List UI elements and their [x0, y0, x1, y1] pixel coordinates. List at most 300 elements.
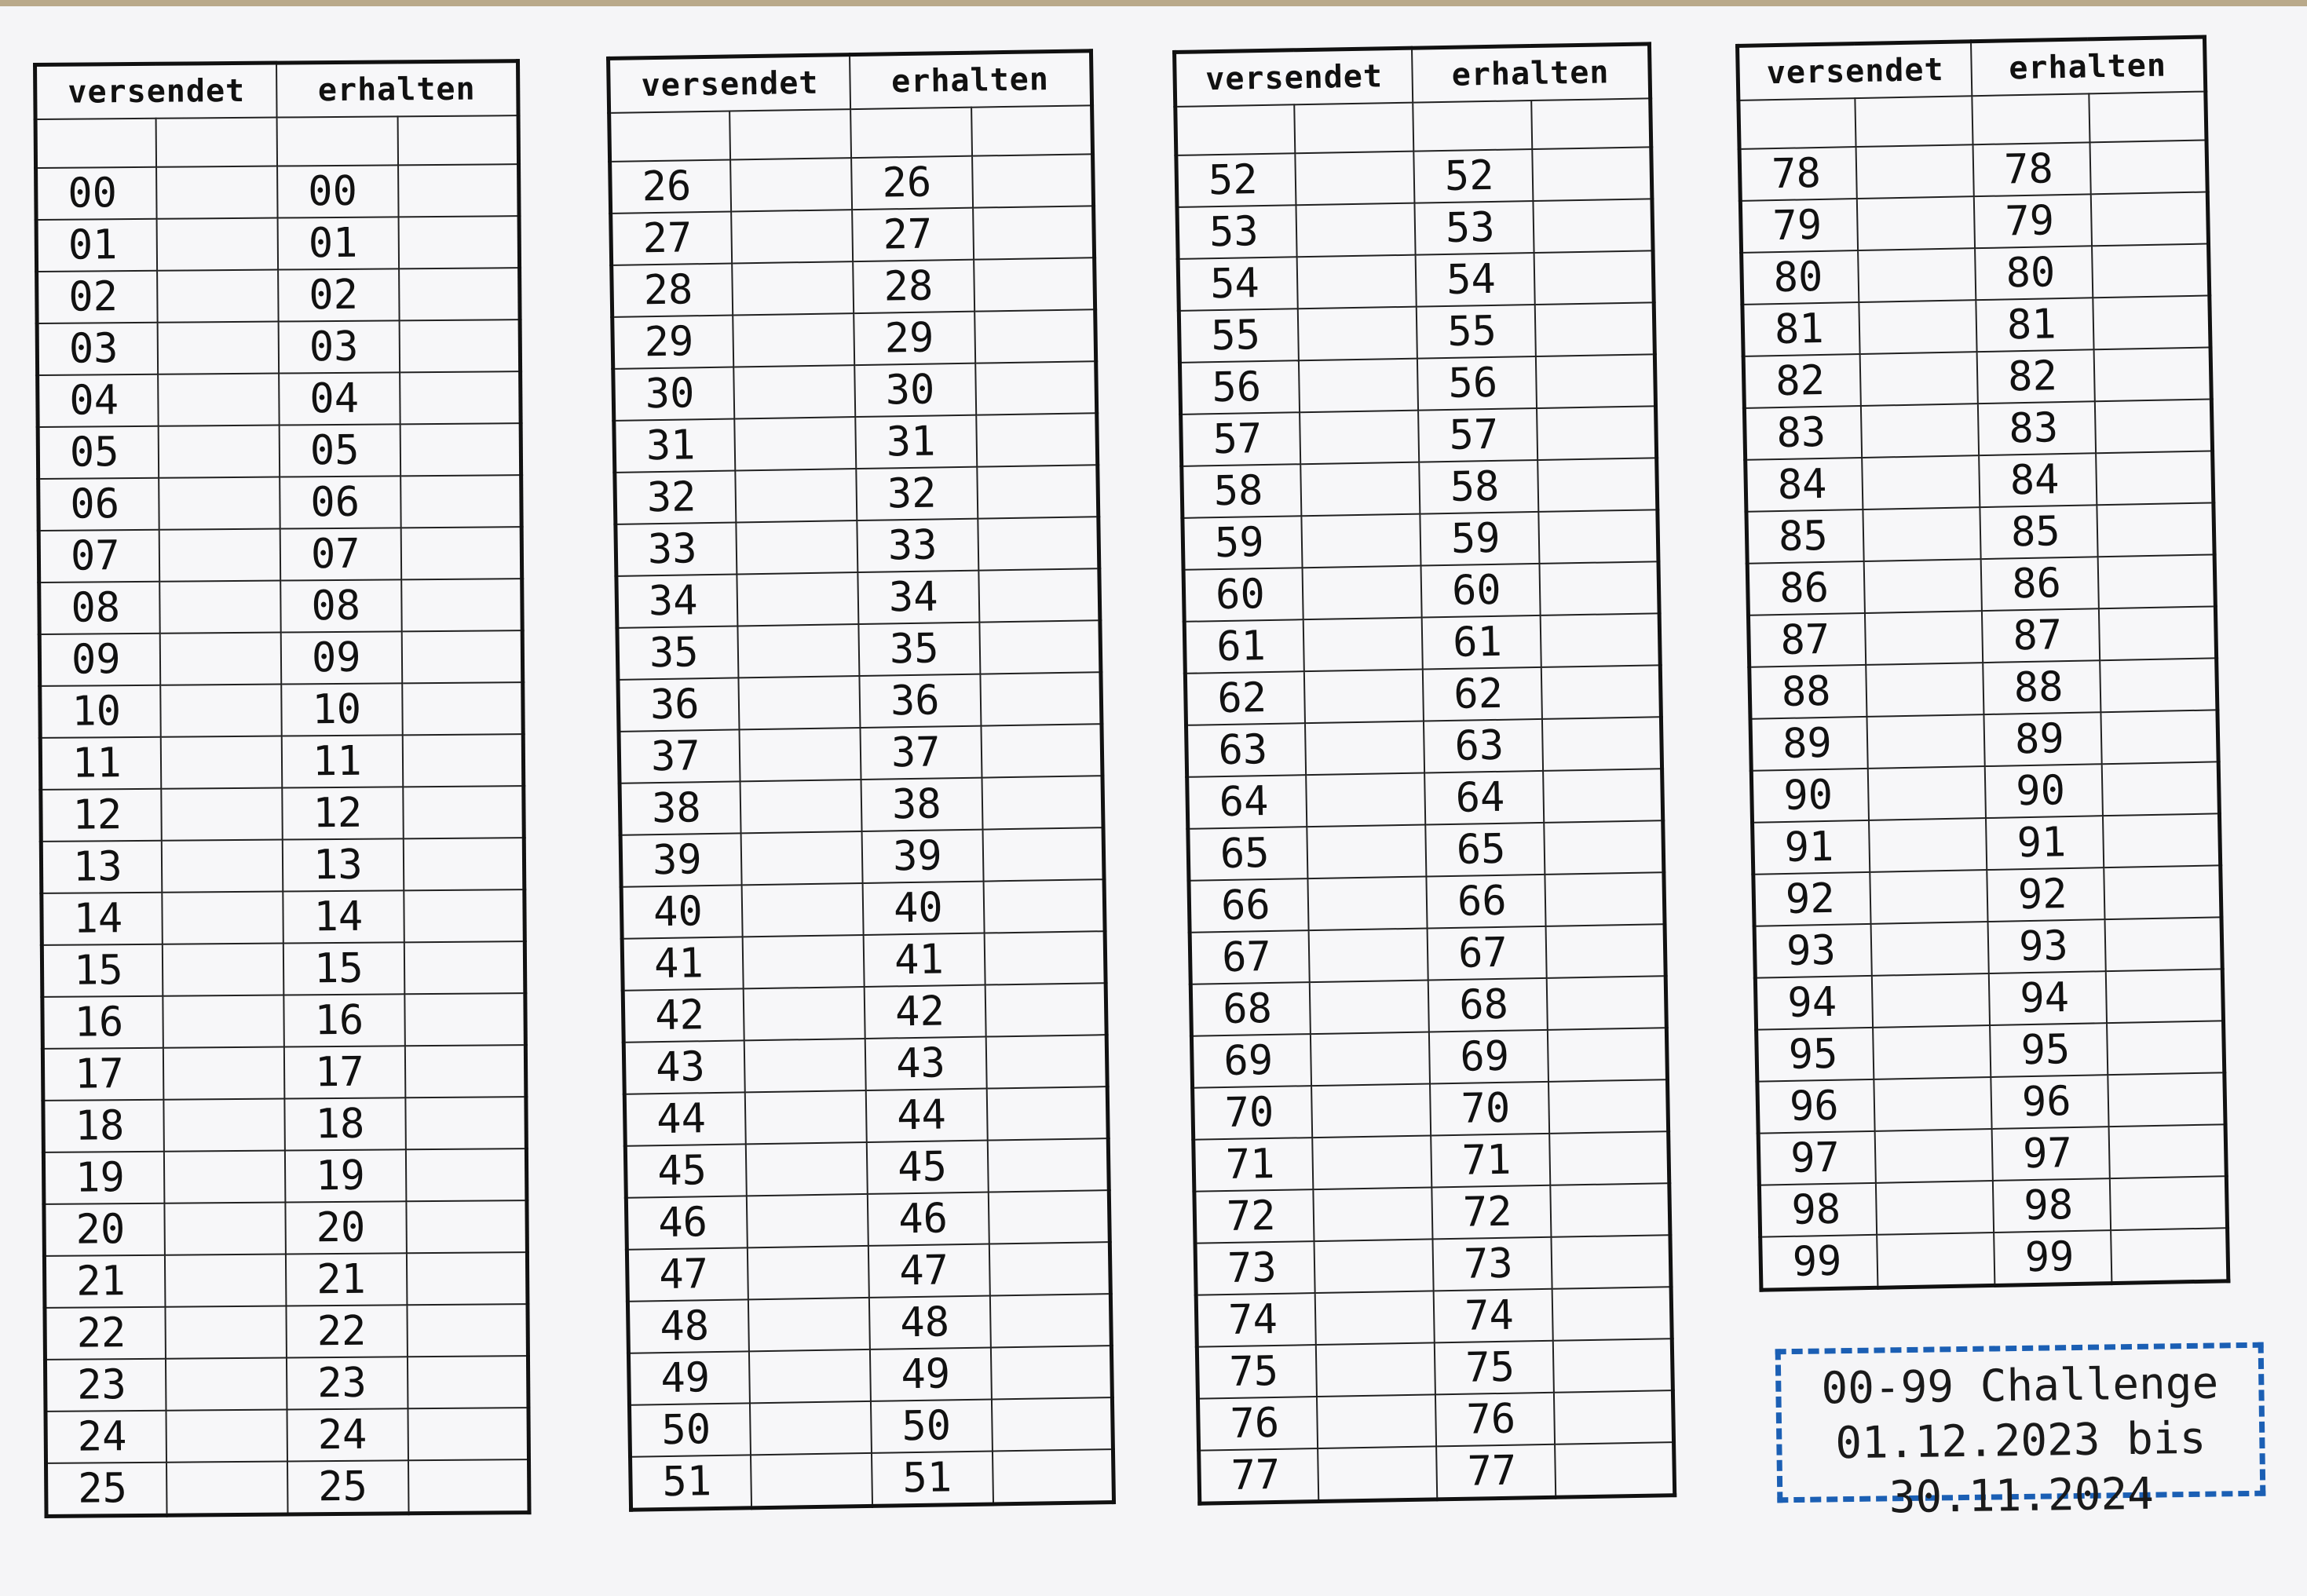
- sent-checkbox[interactable]: [159, 477, 280, 530]
- table-row: [38, 371, 521, 427]
- sent-number: 40: [621, 885, 743, 938]
- sent-checkbox[interactable]: [159, 425, 280, 478]
- sent-checkbox[interactable]: [163, 1047, 284, 1100]
- sent-checkbox[interactable]: [1873, 1025, 1991, 1079]
- sent-checkbox[interactable]: [1316, 1342, 1435, 1397]
- received-checkbox[interactable]: [400, 527, 521, 579]
- table-row: [37, 268, 520, 323]
- sent-checkbox[interactable]: [166, 1358, 287, 1411]
- received-checkbox[interactable]: [982, 776, 1103, 829]
- sent-number: 73: [1195, 1241, 1314, 1295]
- received-number: 61: [1422, 615, 1541, 670]
- received-checkbox[interactable]: [401, 630, 522, 683]
- sent-checkbox[interactable]: [743, 935, 865, 988]
- table-row: [1740, 192, 2208, 252]
- sent-checkbox[interactable]: [744, 987, 865, 1040]
- sent-checkbox[interactable]: [1857, 196, 1975, 250]
- table-row: [1753, 865, 2221, 926]
- sent-number: 62: [1185, 671, 1304, 725]
- sent-number: 43: [623, 1040, 745, 1094]
- table-row: [41, 838, 524, 893]
- received-checkbox[interactable]: [398, 216, 519, 268]
- received-checkbox[interactable]: [985, 1035, 1107, 1088]
- sent-checkbox[interactable]: [1296, 203, 1415, 257]
- sent-checkbox[interactable]: [160, 633, 281, 685]
- challenge-stamp: [1775, 1342, 2266, 1524]
- received-checkbox[interactable]: [400, 371, 521, 424]
- received-checkbox[interactable]: [2110, 1176, 2228, 1230]
- received-checkbox[interactable]: [990, 1294, 1112, 1347]
- sent-checkbox[interactable]: [165, 1203, 286, 1255]
- sent-checkbox[interactable]: [1866, 663, 1983, 717]
- received-number: 77: [1436, 1444, 1556, 1499]
- received-number: 74: [1434, 1289, 1553, 1343]
- sent-checkbox[interactable]: [158, 374, 279, 426]
- header-sent: versendet: [1175, 48, 1413, 107]
- sent-checkbox[interactable]: [737, 520, 858, 574]
- received-checkbox[interactable]: [1537, 406, 1656, 460]
- received-checkbox[interactable]: [2104, 917, 2222, 971]
- sent-checkbox[interactable]: [158, 322, 279, 374]
- received-checkbox[interactable]: [1541, 665, 1661, 719]
- sent-number: 66: [1189, 878, 1308, 933]
- received-checkbox[interactable]: [400, 475, 521, 528]
- received-checkbox[interactable]: [1534, 250, 1654, 305]
- sent-checkbox[interactable]: [750, 1401, 872, 1455]
- sent-checkbox[interactable]: [731, 210, 853, 263]
- sent-checkbox[interactable]: [1314, 1291, 1434, 1345]
- sent-checkbox[interactable]: [1305, 721, 1424, 776]
- sent-number: 57: [1181, 412, 1300, 466]
- received-checkbox[interactable]: [2101, 761, 2219, 816]
- sent-number: 54: [1178, 257, 1297, 311]
- sent-checkbox[interactable]: [1295, 152, 1414, 206]
- table-row: [41, 786, 524, 842]
- received-checkbox[interactable]: [1536, 354, 1655, 408]
- received-number: 97: [1992, 1127, 2110, 1181]
- received-checkbox[interactable]: [398, 164, 519, 217]
- received-checkbox[interactable]: [1552, 1287, 1672, 1341]
- empty-cell: [397, 115, 518, 165]
- sent-checkbox[interactable]: [157, 218, 278, 271]
- sent-checkbox[interactable]: [164, 1099, 285, 1152]
- received-checkbox[interactable]: [407, 1304, 528, 1357]
- table-row: [1179, 354, 1655, 415]
- sent-checkbox[interactable]: [1309, 980, 1428, 1034]
- received-checkbox[interactable]: [403, 786, 524, 838]
- received-checkbox[interactable]: [407, 1252, 528, 1305]
- sent-checkbox[interactable]: [1306, 773, 1425, 827]
- received-checkbox[interactable]: [978, 568, 1100, 622]
- sent-checkbox[interactable]: [166, 1462, 287, 1516]
- received-checkbox[interactable]: [402, 682, 523, 735]
- received-checkbox[interactable]: [2100, 710, 2218, 764]
- received-number: 84: [1979, 453, 2097, 507]
- received-checkbox[interactable]: [1554, 1390, 1673, 1444]
- sent-checkbox[interactable]: [1300, 462, 1420, 517]
- received-checkbox[interactable]: [1535, 302, 1654, 356]
- received-checkbox[interactable]: [2111, 1228, 2228, 1283]
- received-checkbox[interactable]: [2106, 969, 2224, 1023]
- received-checkbox[interactable]: [1548, 1028, 1667, 1082]
- sent-checkbox[interactable]: [1318, 1446, 1437, 1501]
- received-checkbox[interactable]: [2089, 141, 2207, 195]
- sent-checkbox[interactable]: [1317, 1394, 1436, 1448]
- received-checkbox[interactable]: [404, 889, 525, 942]
- sent-checkbox[interactable]: [162, 788, 283, 841]
- received-checkbox[interactable]: [399, 268, 520, 320]
- sent-checkbox[interactable]: [738, 624, 860, 677]
- received-number: 22: [286, 1305, 407, 1357]
- sent-checkbox[interactable]: [732, 261, 854, 315]
- received-checkbox[interactable]: [1540, 561, 1659, 615]
- received-checkbox[interactable]: [1545, 872, 1665, 926]
- received-checkbox[interactable]: [991, 1346, 1113, 1399]
- received-checkbox[interactable]: [408, 1459, 529, 1514]
- received-number: 81: [1976, 298, 2093, 352]
- sent-checkbox[interactable]: [748, 1298, 870, 1351]
- received-checkbox[interactable]: [2093, 295, 2210, 349]
- sent-checkbox[interactable]: [1312, 1135, 1431, 1189]
- sent-number: 68: [1190, 982, 1310, 1036]
- sent-checkbox[interactable]: [1313, 1187, 1432, 1241]
- received-checkbox[interactable]: [2097, 554, 2215, 608]
- received-number: 15: [283, 942, 404, 995]
- sent-checkbox[interactable]: [1876, 1181, 1994, 1235]
- sent-checkbox[interactable]: [735, 417, 857, 470]
- received-checkbox[interactable]: [405, 1097, 526, 1149]
- received-checkbox[interactable]: [1537, 458, 1657, 512]
- received-checkbox[interactable]: [987, 1138, 1109, 1192]
- sent-number: 55: [1179, 309, 1298, 363]
- received-checkbox[interactable]: [978, 517, 1099, 570]
- sent-number: 79: [1740, 199, 1858, 253]
- table-row: [1186, 717, 1662, 777]
- sent-checkbox[interactable]: [1314, 1239, 1433, 1293]
- sent-checkbox[interactable]: [1302, 566, 1421, 620]
- received-checkbox[interactable]: [2093, 347, 2211, 401]
- sent-checkbox[interactable]: [1307, 825, 1426, 879]
- table-row: [1759, 1176, 2227, 1236]
- table-row: [43, 1149, 526, 1204]
- received-checkbox[interactable]: [2097, 502, 2214, 557]
- sent-number: 84: [1746, 458, 1863, 512]
- table-row: [1176, 147, 1652, 207]
- sent-checkbox[interactable]: [736, 469, 857, 522]
- sent-number: 20: [44, 1203, 165, 1256]
- table-row: [1757, 1072, 2225, 1133]
- received-checkbox[interactable]: [973, 206, 1095, 259]
- table-row: [1185, 665, 1661, 725]
- sent-checkbox[interactable]: [156, 166, 277, 219]
- received-checkbox[interactable]: [977, 465, 1099, 518]
- received-number: 57: [1418, 408, 1537, 462]
- received-checkbox[interactable]: [2099, 606, 2217, 660]
- sent-checkbox[interactable]: [162, 840, 283, 893]
- table-row: [1188, 820, 1664, 881]
- received-number: 24: [287, 1408, 408, 1461]
- received-checkbox[interactable]: [981, 724, 1102, 777]
- sent-number: 74: [1196, 1293, 1315, 1347]
- sent-checkbox[interactable]: [166, 1410, 287, 1463]
- received-checkbox[interactable]: [979, 620, 1101, 674]
- received-number: 63: [1424, 719, 1543, 773]
- sent-checkbox[interactable]: [166, 1306, 287, 1359]
- sent-checkbox[interactable]: [740, 780, 862, 833]
- received-number: 38: [861, 778, 983, 831]
- sent-number: 27: [611, 212, 733, 265]
- received-checkbox[interactable]: [406, 1200, 527, 1253]
- received-checkbox[interactable]: [2108, 1072, 2225, 1127]
- received-checkbox[interactable]: [982, 827, 1104, 881]
- sent-number: 71: [1194, 1138, 1313, 1192]
- received-checkbox[interactable]: [400, 423, 521, 476]
- sent-checkbox[interactable]: [1863, 507, 1981, 561]
- received-checkbox[interactable]: [1546, 924, 1665, 978]
- sent-checkbox[interactable]: [1303, 618, 1422, 672]
- sent-number: 97: [1758, 1131, 1876, 1185]
- received-checkbox[interactable]: [2103, 813, 2221, 867]
- sent-checkbox[interactable]: [749, 1349, 871, 1403]
- sent-checkbox[interactable]: [1871, 922, 1989, 976]
- received-checkbox[interactable]: [975, 361, 1097, 415]
- sent-checkbox[interactable]: [164, 1151, 285, 1203]
- table-row: [42, 889, 525, 945]
- sent-checkbox[interactable]: [157, 270, 278, 323]
- received-checkbox[interactable]: [1549, 1131, 1669, 1185]
- received-checkbox[interactable]: [984, 931, 1106, 984]
- received-checkbox[interactable]: [2107, 1021, 2225, 1075]
- sent-checkbox[interactable]: [1299, 359, 1418, 413]
- sent-checkbox[interactable]: [1859, 300, 1977, 354]
- received-checkbox[interactable]: [983, 879, 1105, 933]
- sent-checkbox[interactable]: [1298, 307, 1417, 361]
- sent-checkbox[interactable]: [163, 944, 283, 996]
- received-checkbox[interactable]: [1548, 1079, 1668, 1134]
- received-number: 10: [281, 683, 402, 736]
- received-checkbox[interactable]: [992, 1397, 1113, 1451]
- sent-checkbox[interactable]: [742, 883, 864, 937]
- sent-checkbox[interactable]: [1311, 1032, 1430, 1086]
- received-checkbox[interactable]: [404, 941, 525, 994]
- received-number: 46: [868, 1192, 989, 1246]
- sent-checkbox[interactable]: [1311, 1083, 1431, 1138]
- received-checkbox[interactable]: [972, 154, 1094, 207]
- received-checkbox[interactable]: [1547, 976, 1666, 1030]
- sent-checkbox[interactable]: [737, 572, 859, 626]
- sent-checkbox[interactable]: [1307, 877, 1427, 931]
- sent-checkbox[interactable]: [746, 1142, 868, 1196]
- empty-cell: [1531, 98, 1651, 149]
- table-row: [46, 1459, 530, 1516]
- sent-checkbox[interactable]: [1868, 766, 1986, 820]
- sent-checkbox[interactable]: [163, 892, 283, 944]
- sent-checkbox[interactable]: [163, 995, 284, 1048]
- sent-checkbox[interactable]: [744, 1039, 866, 1092]
- received-checkbox[interactable]: [1555, 1442, 1674, 1497]
- sent-checkbox[interactable]: [739, 676, 861, 729]
- sent-checkbox[interactable]: [1870, 870, 1988, 924]
- table-row: [631, 1449, 1114, 1510]
- received-checkbox[interactable]: [1543, 769, 1662, 823]
- table-row: [610, 154, 1094, 214]
- received-checkbox[interactable]: [2104, 865, 2221, 919]
- sent-number: 47: [627, 1247, 748, 1301]
- sent-checkbox[interactable]: [740, 728, 861, 781]
- sent-number: 61: [1184, 619, 1303, 674]
- received-number: 64: [1424, 771, 1544, 825]
- sent-checkbox[interactable]: [1308, 929, 1428, 983]
- table-row: [623, 1035, 1107, 1094]
- sent-number: 15: [42, 944, 163, 997]
- received-number: 32: [856, 467, 978, 520]
- sent-number: 13: [41, 841, 162, 893]
- sent-checkbox[interactable]: [1301, 514, 1420, 568]
- sent-checkbox[interactable]: [745, 1090, 867, 1144]
- spacer-row: [609, 105, 1093, 162]
- sent-checkbox[interactable]: [747, 1194, 868, 1247]
- received-checkbox[interactable]: [406, 1149, 527, 1201]
- sent-checkbox[interactable]: [1856, 144, 1974, 199]
- sent-checkbox[interactable]: [1304, 670, 1424, 724]
- received-checkbox[interactable]: [1541, 613, 1660, 667]
- sent-number: 46: [626, 1196, 748, 1249]
- received-checkbox[interactable]: [974, 257, 1095, 311]
- received-number: 69: [1429, 1030, 1548, 1084]
- received-checkbox[interactable]: [985, 983, 1106, 1036]
- received-checkbox[interactable]: [1539, 509, 1658, 564]
- tally-table-3: [1172, 42, 1676, 1505]
- received-checkbox[interactable]: [986, 1087, 1108, 1140]
- table-row: [36, 164, 519, 220]
- sent-checkbox[interactable]: [1300, 411, 1419, 465]
- sent-number: 92: [1753, 872, 1871, 926]
- table-row: [1753, 813, 2221, 874]
- received-checkbox[interactable]: [1533, 147, 1652, 201]
- sent-checkbox[interactable]: [159, 581, 280, 634]
- sent-checkbox[interactable]: [1858, 248, 1976, 302]
- table-row: [1197, 1339, 1673, 1399]
- sent-checkbox[interactable]: [1862, 455, 1980, 509]
- received-number: 31: [855, 415, 977, 469]
- table-row: [42, 1045, 525, 1101]
- sent-checkbox[interactable]: [1875, 1129, 1993, 1183]
- received-checkbox[interactable]: [993, 1449, 1114, 1504]
- sent-checkbox[interactable]: [1865, 611, 1983, 665]
- received-checkbox[interactable]: [402, 734, 523, 787]
- received-number: 21: [286, 1253, 407, 1306]
- received-checkbox[interactable]: [976, 413, 1098, 466]
- sent-checkbox[interactable]: [161, 736, 282, 789]
- received-checkbox[interactable]: [2092, 243, 2210, 298]
- received-checkbox[interactable]: [1553, 1339, 1673, 1393]
- sent-number: 05: [38, 426, 159, 479]
- table-row: [627, 1242, 1110, 1302]
- received-checkbox[interactable]: [1552, 1235, 1671, 1289]
- received-checkbox[interactable]: [1551, 1183, 1670, 1237]
- table-row: [1183, 561, 1659, 622]
- received-number: 59: [1420, 512, 1539, 566]
- table-row: [628, 1346, 1112, 1405]
- received-checkbox[interactable]: [989, 1190, 1110, 1244]
- received-checkbox[interactable]: [989, 1242, 1111, 1295]
- empty-cell: [1294, 103, 1413, 154]
- sent-checkbox[interactable]: [730, 158, 852, 211]
- sent-checkbox[interactable]: [1864, 559, 1982, 613]
- received-checkbox[interactable]: [2108, 1124, 2226, 1178]
- sent-checkbox[interactable]: [751, 1453, 872, 1508]
- received-checkbox[interactable]: [404, 993, 525, 1046]
- sent-number: 37: [619, 729, 740, 783]
- sent-checkbox[interactable]: [733, 313, 854, 367]
- sent-checkbox[interactable]: [733, 365, 855, 418]
- received-checkbox[interactable]: [974, 309, 1096, 363]
- sent-checkbox[interactable]: [1296, 255, 1416, 309]
- sent-checkbox[interactable]: [741, 831, 863, 885]
- sent-number: 80: [1742, 250, 1859, 305]
- sent-number: 12: [41, 789, 162, 842]
- sent-checkbox[interactable]: [1867, 714, 1985, 769]
- received-number: 95: [1990, 1023, 2108, 1077]
- sent-number: 45: [625, 1144, 747, 1197]
- received-checkbox[interactable]: [980, 672, 1102, 725]
- table-row: [627, 1294, 1111, 1353]
- sent-checkbox[interactable]: [1860, 352, 1978, 406]
- received-checkbox[interactable]: [399, 320, 520, 372]
- received-number: 03: [279, 320, 400, 373]
- sent-checkbox[interactable]: [748, 1246, 869, 1299]
- sent-number: 53: [1177, 205, 1296, 259]
- received-number: 49: [870, 1348, 992, 1401]
- table-row: [1181, 406, 1657, 466]
- sent-checkbox[interactable]: [165, 1255, 286, 1307]
- received-checkbox[interactable]: [2095, 399, 2213, 453]
- sent-number: 88: [1749, 665, 1867, 719]
- sent-number: 44: [624, 1092, 746, 1145]
- received-checkbox[interactable]: [408, 1408, 528, 1460]
- stamp-start-date: 01.12.2023 bis: [1834, 1412, 2206, 1470]
- sent-checkbox[interactable]: [159, 529, 280, 582]
- received-number: 68: [1428, 978, 1548, 1032]
- received-checkbox[interactable]: [1534, 199, 1653, 253]
- received-checkbox[interactable]: [404, 838, 525, 890]
- sent-checkbox[interactable]: [1872, 973, 1990, 1028]
- received-checkbox[interactable]: [408, 1356, 528, 1408]
- sent-number: 07: [38, 530, 159, 583]
- table-row: [612, 257, 1095, 317]
- received-checkbox[interactable]: [2091, 192, 2209, 246]
- received-checkbox[interactable]: [2100, 658, 2217, 712]
- received-checkbox[interactable]: [401, 579, 522, 631]
- sent-checkbox[interactable]: [1861, 404, 1979, 458]
- table-row: [1750, 710, 2218, 770]
- received-number: 11: [282, 735, 403, 787]
- received-number: 96: [1991, 1075, 2108, 1129]
- sent-number: 77: [1199, 1448, 1318, 1503]
- sent-checkbox[interactable]: [1874, 1077, 1992, 1131]
- received-checkbox[interactable]: [1544, 820, 1663, 875]
- received-number: 23: [287, 1357, 408, 1409]
- sent-checkbox[interactable]: [160, 685, 281, 737]
- table-row: [620, 827, 1104, 887]
- sent-checkbox[interactable]: [1877, 1233, 1994, 1287]
- received-checkbox[interactable]: [1542, 717, 1662, 771]
- sent-number: 85: [1746, 509, 1864, 564]
- received-checkbox[interactable]: [405, 1045, 526, 1097]
- empty-cell: [609, 111, 731, 162]
- received-checkbox[interactable]: [2096, 451, 2214, 505]
- sent-checkbox[interactable]: [1869, 818, 1987, 872]
